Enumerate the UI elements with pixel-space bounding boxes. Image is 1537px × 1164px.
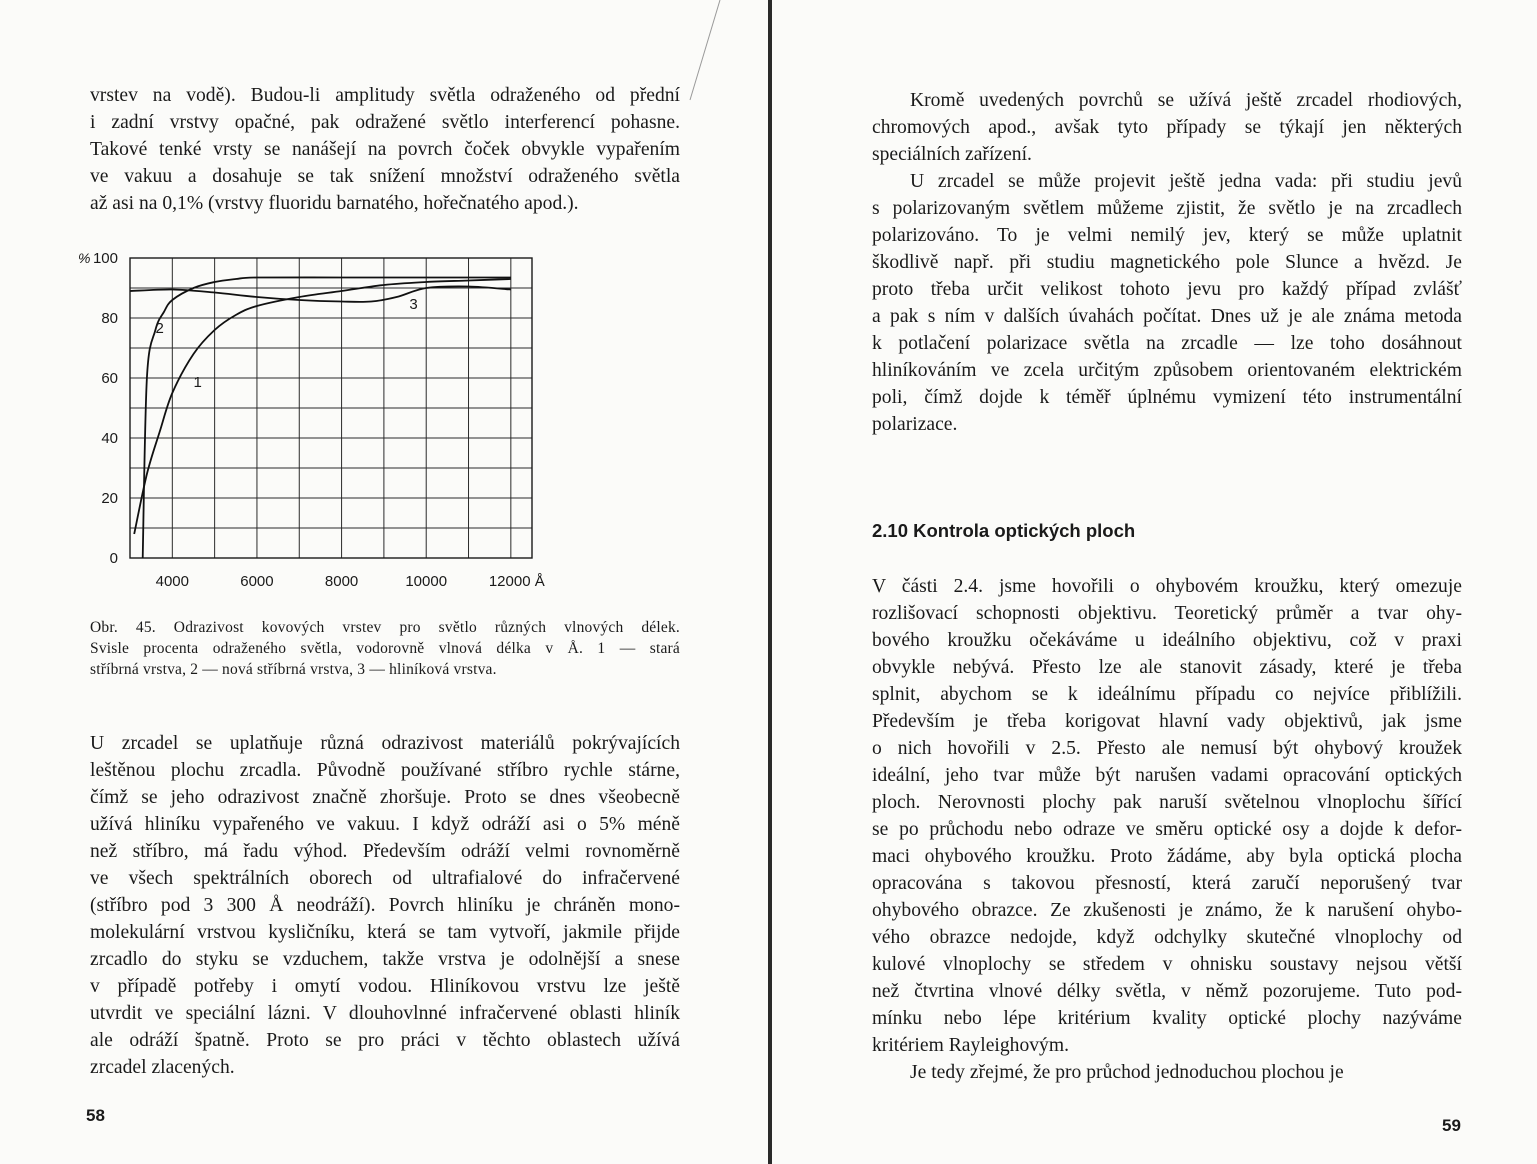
text-line: škodlivě např. při studiu magnetického pole Slunce a hvězd. Je	[872, 252, 1462, 273]
text-line: než čtvrtina vlnové délky světla, v němž pozorujeme. Tuto pod-	[872, 981, 1462, 1002]
figure-caption	[90, 617, 680, 680]
text-line: kritériem Rayleighovým.	[872, 1035, 1069, 1056]
left-page	[0, 0, 768, 1164]
series-label-2: 2	[155, 320, 164, 337]
y-axis-label: %	[78, 250, 91, 266]
text-line: až asi na 0,1% (vrstvy fluoridu barnatého, hořečnatého apod.).	[90, 193, 579, 214]
y-tick-label: 40	[101, 430, 118, 447]
right-page	[772, 0, 1537, 1164]
body-paragraph	[90, 730, 680, 1081]
text-line: splnit, abychom se k ideálnímu případu co nejvíce přiblížili.	[872, 684, 1462, 705]
x-tick-label: 12000 Å	[488, 573, 545, 590]
text-line: mínku nebo lépe kritérium kvality optické plochy nazýváme	[872, 1008, 1462, 1029]
text-line: se po průchodu nebo odraze ve směru optické osy a dojde k defor-	[872, 819, 1462, 840]
text-line: Především je třeba korigovat hlavní vady objektivů, jak jsme	[872, 711, 1462, 732]
text-line: obvykle nebývá. Přesto lze ale stanovit zásady, které je třeba	[872, 657, 1462, 678]
rhodium-polarization-paragraph	[872, 87, 1462, 438]
text-line: poli, čímž dojde k téměř úplnému vymizení této instrumentální	[872, 387, 1462, 408]
y-tick-label: 60	[101, 370, 118, 387]
text-line: Kromě uvedených povrchů se užívá ještě zrcadel rhodiových,	[910, 90, 1462, 111]
text-line: čímž se jeho odrazivost značně zhoršuje. Proto se dnes všeobecně	[90, 787, 680, 808]
text-line: Je tedy zřejmé, že pro průchod jednoduchou plochou je	[910, 1062, 1344, 1083]
text-line: ploch. Nerovnosti plochy pak naruší světelnou vlnoplochu šířící	[872, 792, 1462, 813]
text-line: ve vakuu a dosahuje se tak snížení množství odraženého světla	[90, 166, 680, 187]
text-line: speciálních zařízení.	[872, 144, 1032, 165]
section-heading: 2.10 Kontrola optických ploch	[872, 520, 1136, 541]
page-edge-shadow	[690, 0, 692, 100]
text-line: opracována s takovou přesností, která zaručí neporušený tvar	[872, 873, 1462, 894]
y-tick-label: 0	[109, 550, 118, 567]
reflectivity-chart	[70, 240, 600, 600]
text-line: o nich hovořili v 2.5. Přesto ale nemusí být ohybový kroužek	[872, 738, 1462, 759]
text-line: Svisle procenta odraženého světla, vodorovně vlnová délka v Å. 1 — stará	[90, 640, 680, 657]
y-tick-label: 80	[101, 310, 118, 327]
text-line: utvrdit ve speciální lázni. V dlouhovlnné infračervené oblasti hliník	[90, 1003, 680, 1024]
text-line: Takové tenké vrsty se nanášejí na povrch čoček obvykle vypařením	[90, 139, 680, 160]
page-number-left: 58	[86, 1106, 105, 1125]
series-curve-2	[143, 277, 511, 558]
text-line: k potlačení polarizace světla na zrcadle — lze toho dosáhnout	[872, 333, 1462, 354]
text-line: ve všech spektrálních oborech od ultrafialové do infračervené	[90, 868, 680, 889]
text-line: a pak s ním v dalších úvahách počítat. Dnes už je ale známa metoda	[872, 306, 1462, 327]
text-line: U zrcadel se uplatňuje různá odrazivost materiálů pokrývajících	[90, 733, 680, 754]
text-line: zrcadlo do styku se vzduchem, takže vrstva je odolnější a snese	[90, 949, 680, 970]
text-line: hliníkováním ve zcela určitým způsobem orientovaném elektrickém	[872, 360, 1462, 381]
text-line: polarizováno. To je velmi nemilý jev, který se může uplatnit	[872, 225, 1462, 246]
text-line: vrstev na vodě). Budou-li amplitudy světla odraženého od přední	[90, 85, 680, 106]
text-line: chromových apod., avšak tyto případy se týkají jen některých	[872, 117, 1462, 138]
text-line: stříbrná vrstva, 2 — nová stříbrná vrstva, 3 — hliníková vrstva.	[90, 661, 497, 678]
page-number-right: 59	[1442, 1116, 1461, 1135]
text-line: bového kroužku očekáváme u ideálního objektivu, což v praxi	[872, 630, 1462, 651]
text-line: (stříbro pod 3 300 Å neodráží). Povrch hliníku je chráněn mono-	[90, 895, 680, 916]
y-tick-label: 20	[101, 490, 118, 507]
x-tick-label: 8000	[324, 573, 359, 590]
x-tick-label: 6000	[240, 573, 274, 590]
series-curve-1	[134, 279, 511, 534]
y-tick-label: 100	[92, 250, 118, 267]
text-line: užívá hliníku vypařeného ve vakuu. I když odráží asi o 5% méně	[90, 814, 680, 835]
series-label-1: 1	[193, 374, 202, 391]
text-line: proto třeba určit velikost tohoto jevu pro každý případ zvlášť	[872, 279, 1462, 300]
text-line: v případě potřeby i omytí vodou. Hliníkovou vrstvu lze ještě	[90, 976, 680, 997]
text-line: vého obrazce nedojde, když odchylky skutečné vlnoplochy od	[872, 927, 1462, 948]
text-line: ale odráží špatně. Proto se pro práci v těchto oblastech užívá	[90, 1030, 680, 1051]
text-line: zrcadel zlacených.	[90, 1057, 235, 1078]
series-label-3: 3	[409, 296, 418, 313]
text-line: maci ohybového kroužku. Proto žádáme, aby byla optická plocha	[872, 846, 1462, 867]
text-line: ideální, jeho tvar může být narušen vadami opracování optických	[872, 765, 1462, 786]
text-line: Obr. 45. Odrazivost kovových vrstev pro světlo různých vlnových délek.	[90, 619, 680, 636]
x-tick-label: 10000	[405, 573, 448, 590]
text-line: molekulární vrstvou kysličníku, která se tam vytvoří, jakmile přijde	[90, 922, 680, 943]
text-line: kulové vlnoplochy se středem v ohnisku soustavy nejsou větší	[872, 954, 1462, 975]
text-line: V části 2.4. jsme hovořili o ohybovém kroužku, který omezuje	[872, 576, 1462, 597]
text-line: ohybového obrazce. Ze zkušenosti je známo, že k narušení ohybo-	[872, 900, 1462, 921]
text-line: i zadní vrstvy opačné, pak odražené světlo interferencí pohasne.	[90, 112, 680, 133]
text-line: než stříbro, má řadu výhod. Především odráží velmi rovnoměrně	[90, 841, 680, 862]
text-line: leštěnou plochu zrcadla. Původně používané stříbro rychle stárne,	[90, 760, 680, 781]
text-line: U zrcadel se může projevit ještě jedna vada: při studiu jevů	[910, 171, 1462, 192]
intro-paragraph	[90, 82, 680, 217]
section-paragraph	[872, 573, 1462, 1086]
text-line: rozlišovací schopnosti objektivu. Teoretický průměr a tvar ohy-	[872, 603, 1462, 624]
text-line: s polarizovaným světlem můžeme zjistit, že světlo je na zrcadlech	[872, 198, 1462, 219]
text-line: polarizace.	[872, 414, 958, 435]
x-tick-label: 4000	[155, 573, 190, 590]
